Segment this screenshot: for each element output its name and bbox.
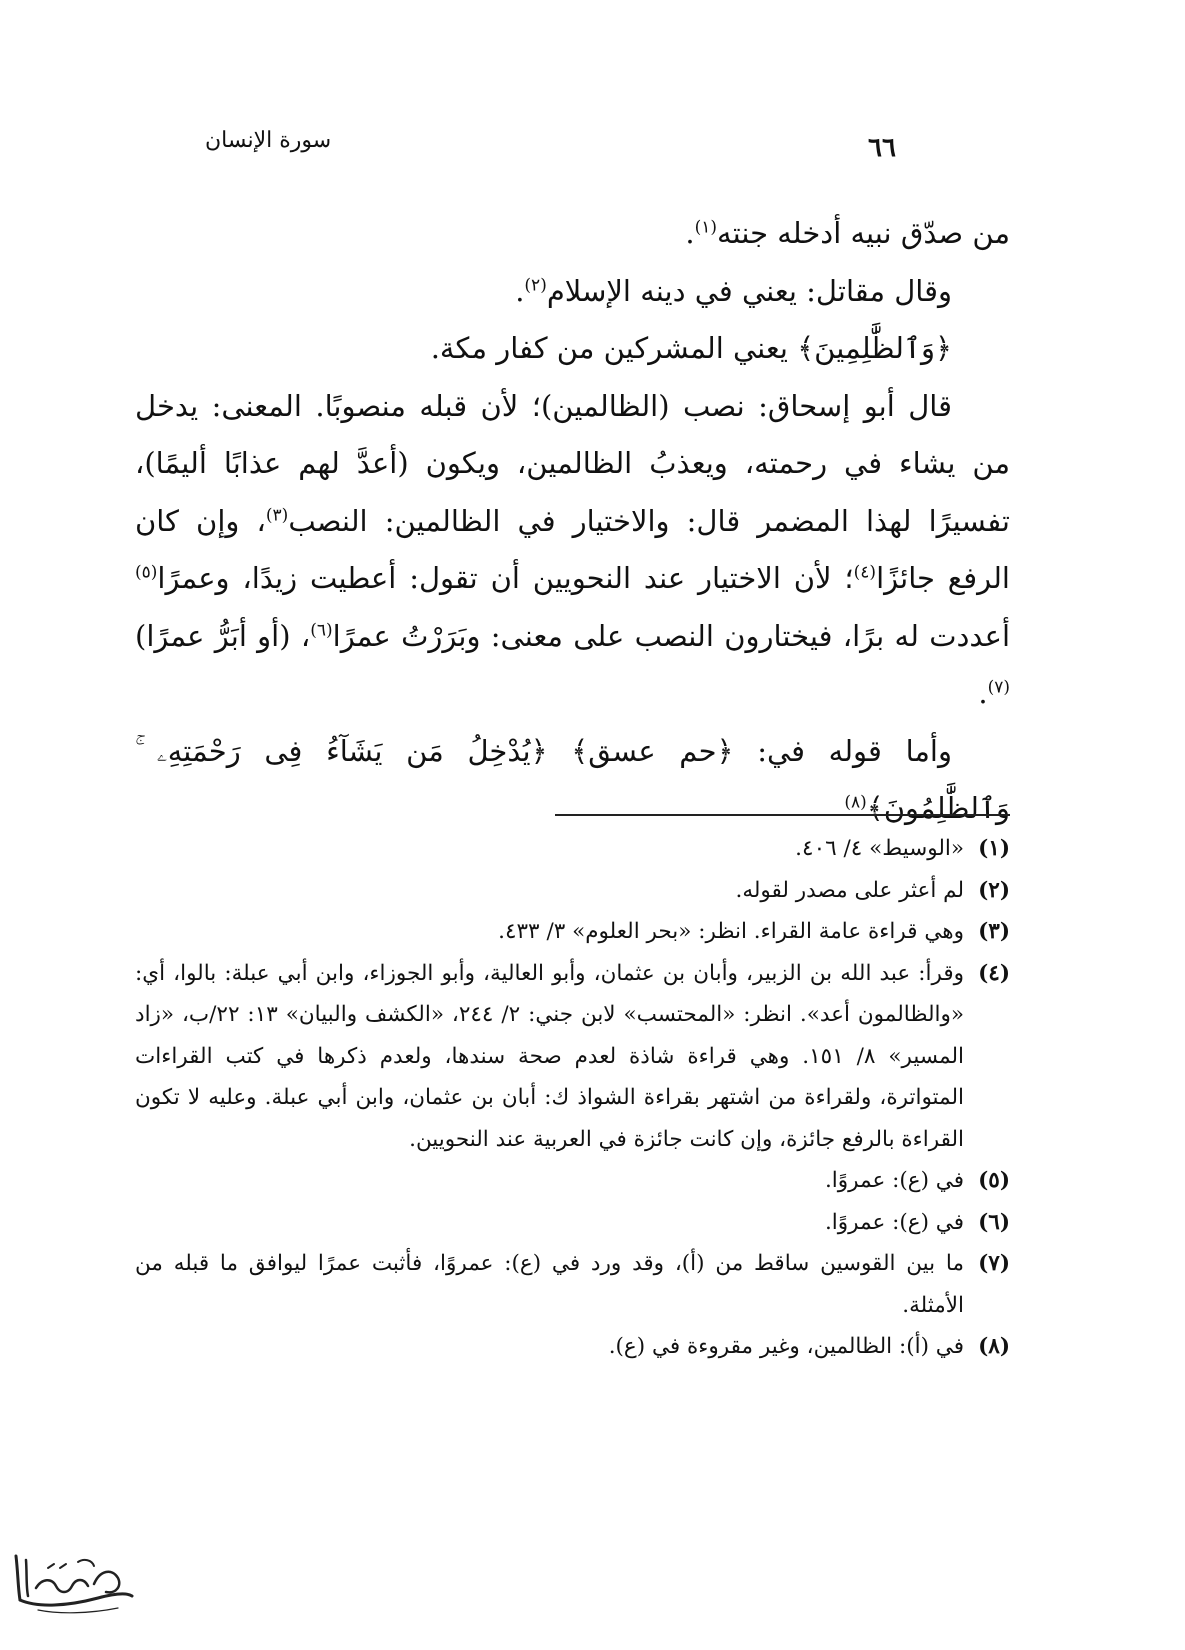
footnote-text: لم أعثر على مصدر لقوله. <box>735 877 964 903</box>
page-number: ٦٦ <box>868 133 896 163</box>
footnote-text: وهي قراءة عامة القراء. انظر: «بحر العلوم» ٣/ ٤٣٣. <box>498 919 964 944</box>
stamp-ink <box>16 1556 132 1613</box>
paragraph-1 <box>135 205 1010 263</box>
footnotes <box>135 828 1010 1368</box>
footnote-text: «الوسيط» ٤/ ٤٠٦. <box>795 836 964 861</box>
paragraph-4 <box>135 378 1010 723</box>
footnote <box>135 1243 1010 1326</box>
footnote <box>135 870 1010 912</box>
paragraph-text: وقال مقاتل: يعني في دينه الإسلام <box>546 273 952 308</box>
footnote-ref: (٢) <box>524 274 547 295</box>
main-text <box>135 205 1010 838</box>
stamp-stroke <box>48 1564 66 1568</box>
footnote <box>135 953 1010 1161</box>
paragraph-text: من صدّق نبيه أدخله جنته <box>717 216 1010 250</box>
footnote-ref: (٦) <box>310 619 333 640</box>
footnote-text: وقرأ: عبد الله بن الزبير، وأبان بن عثمان، وأبو العالية، وأبو الجوزاء، وابن أبي عبلة: بالوا، أي: «والظالمون أعد». انظر: «المحتسب» لابن جني: ٢/ ٢٤٤، «الكشف والبيان» ١٣: ٢٢/ب، «زاد المسير» ٨/ ١٥١. وهي قراءة شاذة لعدم صحة سندها، ولعدم ذكرها في كتب القراءات المتواترة، ولقراءة من اشتهر بقراءة الشواذ ك: أبان بن عثمان، وابن أبي عبلة. وعليه لا تكون القراءة بالرفع جائزة، وإن كانت جائزة في العربية عند النحويين. <box>135 960 965 1152</box>
paragraph-3 <box>135 320 1010 378</box>
footnote-text: في (أ): الظالمين، وغير مقروءة في (ع). <box>608 1334 964 1359</box>
footnote-text: في (ع): عمروًا. <box>824 1209 964 1235</box>
paragraph-2 <box>135 263 1010 321</box>
footnote-number: (٨) <box>978 1334 1010 1359</box>
footnote-ref: (٧) <box>987 677 1010 698</box>
footnote-ref: (١) <box>694 217 718 238</box>
footnote <box>135 828 1010 870</box>
footnote-text: ما بين القوسين ساقط من (أ)، وقد ورد في (ع): عمروًا، فأثبت عمرًا ليوافق ما قبله من الأمثلة. <box>135 1251 964 1318</box>
stamp-stroke <box>94 1572 119 1593</box>
footnote-ref: (٨) <box>844 792 867 813</box>
paragraph-text: يعني المشركين من كفار مكة. <box>430 331 798 365</box>
footnote <box>135 1160 1010 1202</box>
footnote-number: (١) <box>978 836 1010 861</box>
paragraph-text: ؛ لأن الاختيار عند النحويين أن تقول: أعطيت زيدًا، وعمرًا <box>157 561 854 595</box>
stamp-stroke <box>78 1560 94 1566</box>
quran-quote: ﴿وَٱلظَّٰلِمِينَ﴾ <box>797 331 952 365</box>
paragraph-text: أعددت له برًا، فيختارون النصب على معنى: وبَرَرْتُ عمرًا <box>332 618 1011 653</box>
footnote-number: (٧) <box>978 1251 1010 1276</box>
paragraph-text: قال أبو إسحاق: نصب (الظالمين)؛ لأن قبله منصوبًا. المعنى: يدخل من يشاء في رحمته، ويعذبُ الظالمين، ويكون (أعدَّ لهم عذابًا أليمًا)، تفسيرًا لهذا المضمر قال: والاختيار في الظالمين: النصب <box>135 388 1011 538</box>
paragraph-text: وأما قوله في: <box>733 733 952 768</box>
paragraph-end: . <box>685 216 695 250</box>
footnote-number: (٤) <box>978 960 1010 986</box>
quran-quote: ﴿حم عسق﴾ <box>571 733 734 768</box>
paragraph-5 <box>135 723 1010 838</box>
footnote-number: (٢) <box>978 877 1010 903</box>
footnote-ref: (٥) <box>135 562 158 583</box>
stamp-stroke <box>36 1580 88 1592</box>
footnote-ref: (٣) <box>265 504 289 525</box>
footnote-number: (٦) <box>978 1209 1010 1235</box>
stamp-stroke <box>26 1560 28 1596</box>
footnote <box>135 1326 1010 1368</box>
paragraph-end: . <box>978 676 988 710</box>
stamp-stroke <box>20 1594 132 1605</box>
quran-quote: ﴿يُدْخِلُ مَن يَشَآءُ فِى رَحْمَتِهِۦ ۚ وَٱلظَّٰلِمُونَ﴾ <box>135 733 1010 825</box>
footnote-number: (٥) <box>978 1168 1010 1193</box>
footnote-number: (٣) <box>978 919 1010 944</box>
running-title: سورة الإنسان <box>205 128 332 153</box>
footnote-separator <box>555 814 1010 816</box>
footnote <box>135 911 1010 953</box>
paragraph-end: . <box>515 273 525 308</box>
paragraph-text: ، (أو أبَرُّ عمرًا) <box>135 618 311 653</box>
stamp-stroke <box>38 1608 118 1613</box>
calligraphy-stamp <box>8 1548 138 1618</box>
stamp-stroke <box>16 1556 20 1600</box>
footnote-ref: (٤) <box>853 562 877 583</box>
paragraph-text: ، وإن كان الرفع جائزًا <box>135 503 1010 595</box>
footnote <box>135 1202 1010 1244</box>
footnote-text: في (ع): عمروًا. <box>824 1168 964 1193</box>
